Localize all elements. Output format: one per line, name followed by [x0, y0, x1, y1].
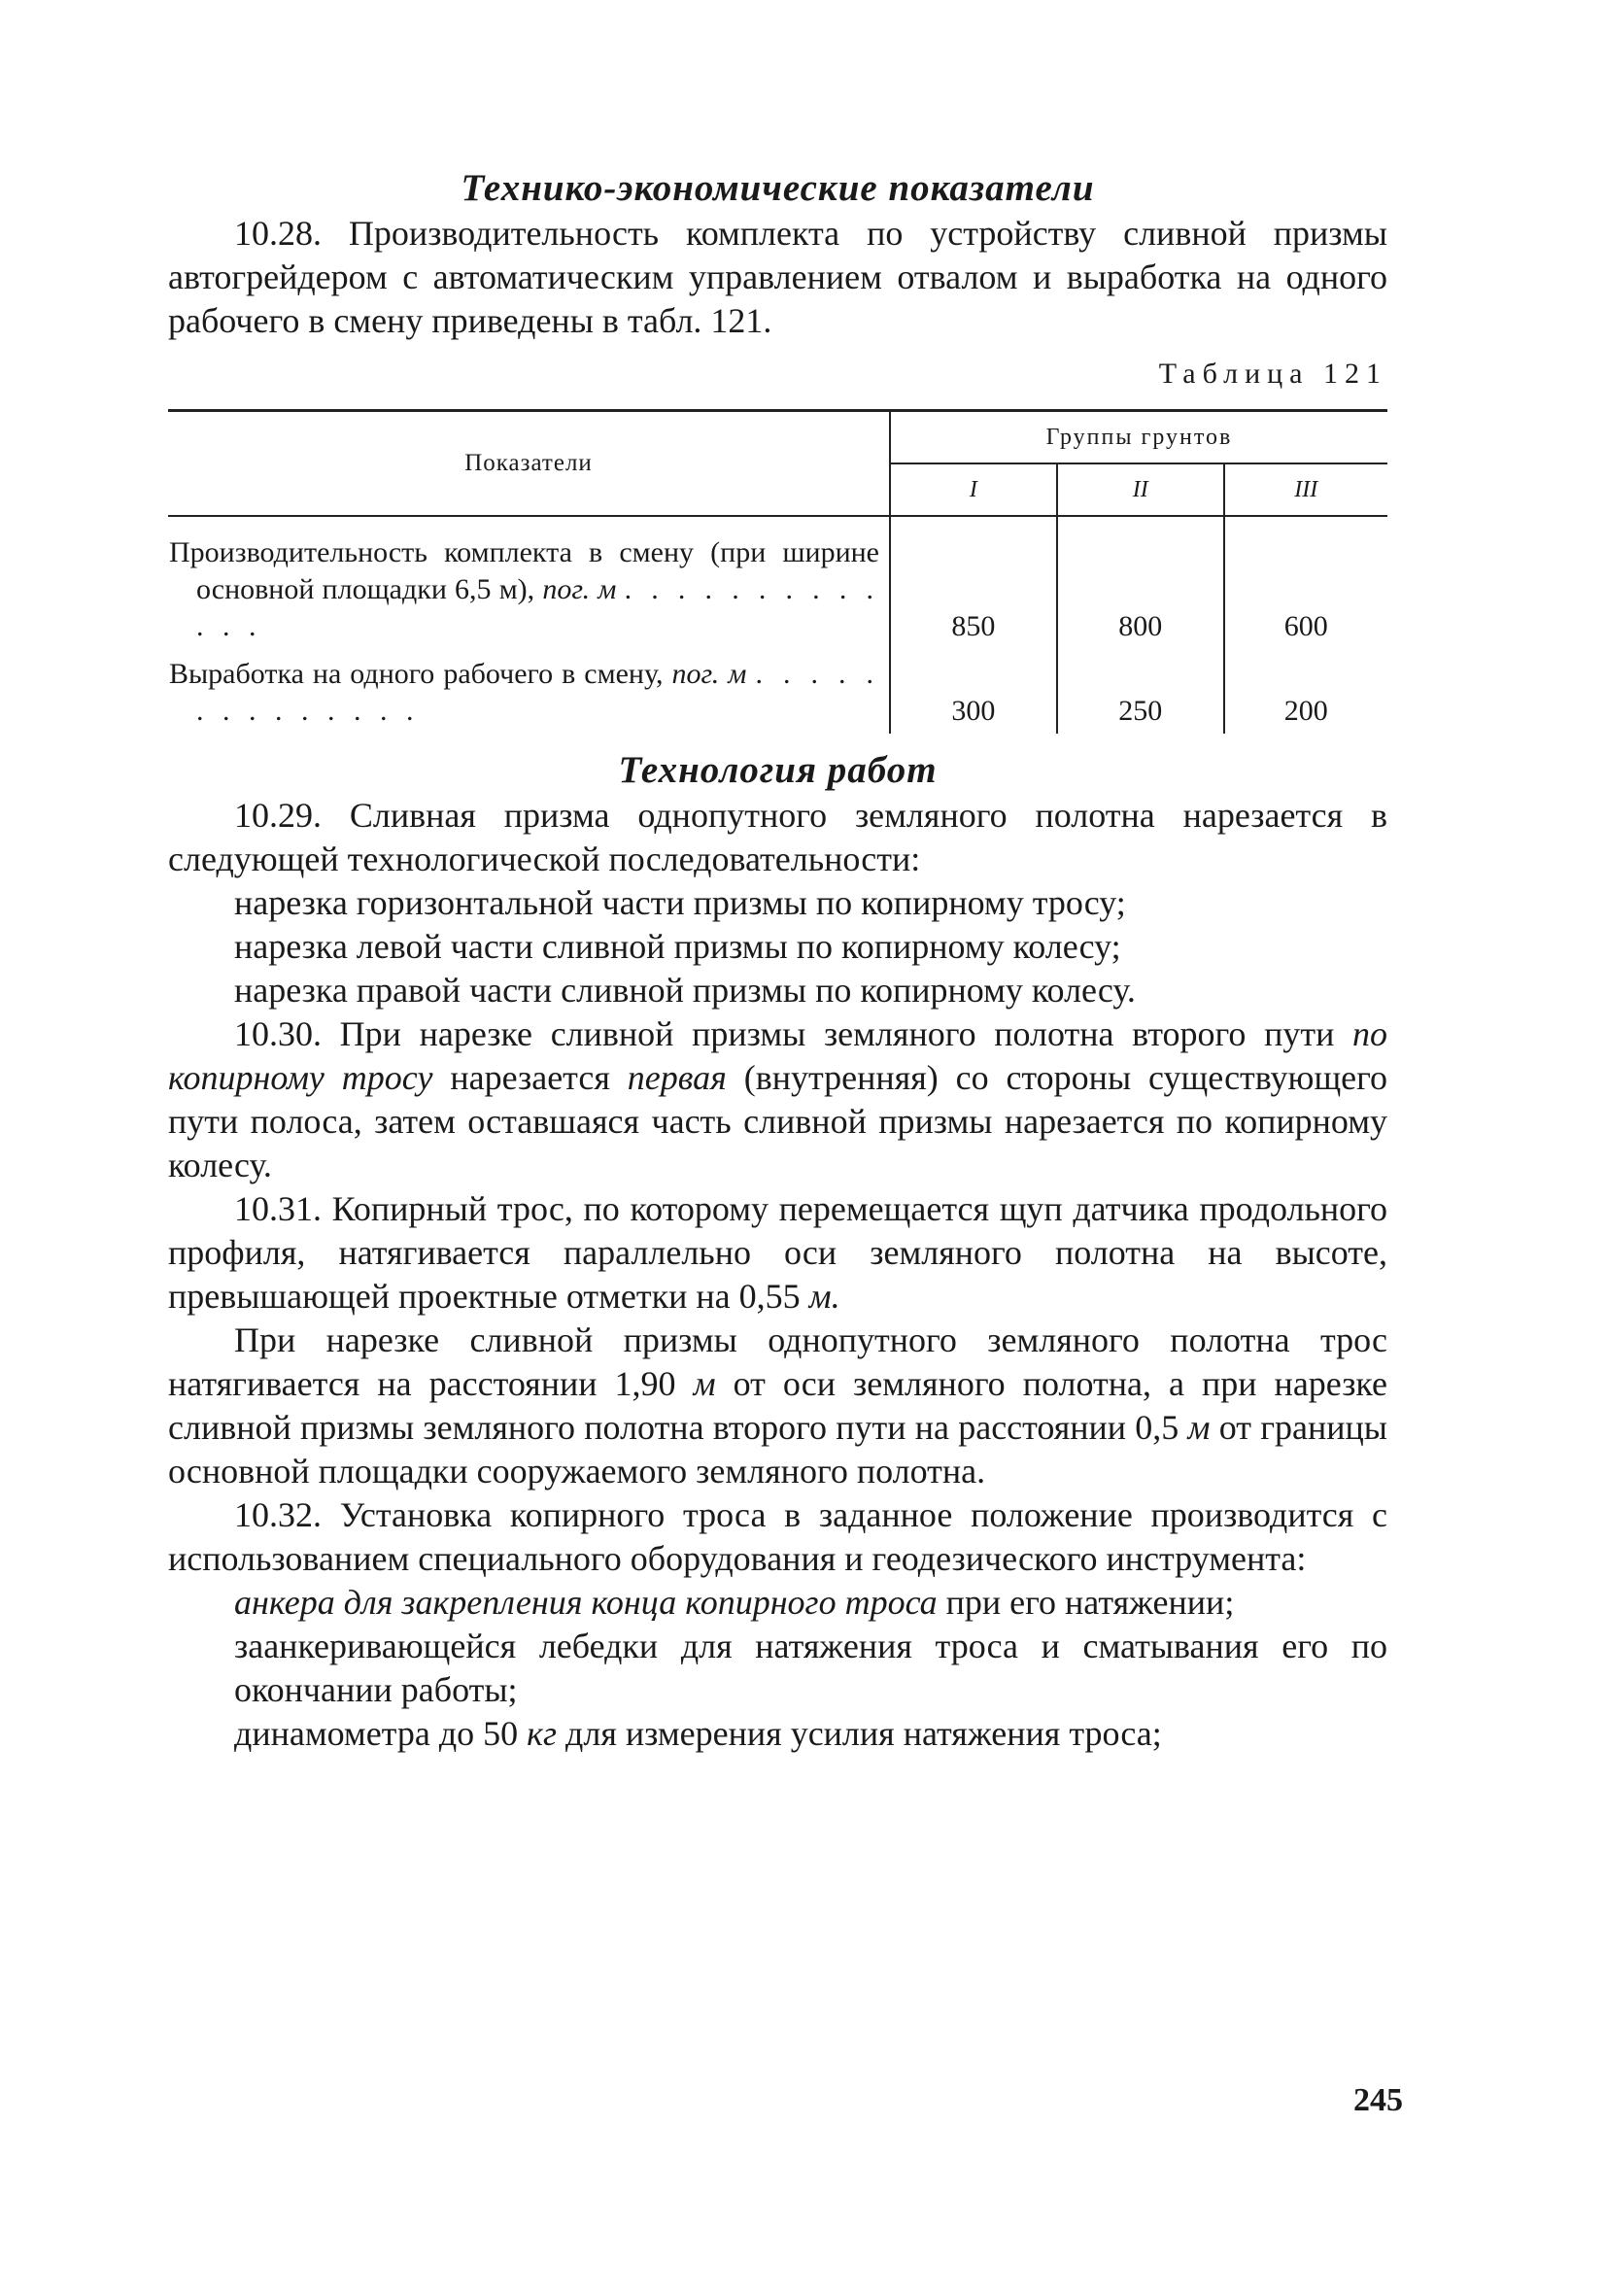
row-label-text: Выработка на одного рабочего в смену, — [169, 658, 664, 690]
table-cell: 300 — [890, 646, 1057, 734]
text-run: 10.31. Копирный трос, по которому перемещается щуп датчика продольного профиля, натягивается параллельно оси земляного полотна на высоте, превышающей проектные отметки на 0,55 — [168, 1189, 1387, 1316]
table-row — [168, 516, 1387, 646]
text-run: (внутренняя) со стороны существующего пути полоса, затем оставшаяся часть сливной призмы нарезается по копирному колесу. — [168, 1058, 1388, 1184]
row-label — [168, 516, 890, 646]
section-heading-technology: Технология работ — [618, 749, 938, 791]
text-run: от границы основной площадки сооружаемого земляного полотна. — [168, 1408, 1387, 1491]
list-item: заанкеривающейся лебедки для натяжения троса и сматывания его по окончании работы; — [234, 1627, 1387, 1709]
table-row — [168, 646, 1387, 734]
column-header-group-2: II — [1057, 463, 1224, 516]
paragraph-10-32: 10.32. Установка копирного троса в заданное положение производится с использованием специального оборудования и геодезического инструмента: — [168, 1495, 1387, 1578]
table-caption: Таблица 121 — [1158, 358, 1387, 390]
emphasis-text: первая — [627, 1058, 727, 1097]
unit-text: м. — [808, 1277, 840, 1316]
list-item — [168, 1581, 1387, 1625]
section-heading-economic: Технико-экономические показатели — [461, 167, 1095, 209]
row-label — [168, 646, 890, 734]
emphasis-text: по копирному тросу — [168, 1014, 1388, 1097]
table-cell: 600 — [1283, 610, 1328, 642]
page-body — [168, 165, 1387, 1756]
paragraph-10-28: 10.28. Производительность комплекта по устройству сливной призмы автогрейдером с автоматическим управлением отвалом и выработка на одного рабочего в смену приведены в табл. 121. — [168, 214, 1387, 340]
paragraph-cable-distance — [168, 1319, 1387, 1493]
row-leader-dots: . . . . . . . . . . . . . . — [196, 658, 880, 727]
text-run: динамометра до 50 — [234, 1714, 519, 1753]
page-number: 245 — [1353, 2082, 1403, 2118]
column-header-indicators: Показатели — [168, 411, 890, 517]
emphasis-text: анкера для закрепления конца копирного троса — [234, 1583, 938, 1622]
list-item: нарезка левой части сливной призмы по копирному колесу; — [234, 927, 1121, 966]
row-unit: пог. м — [542, 573, 617, 605]
list-item: нарезка правой части сливной призмы по копирному колесу. — [234, 971, 1136, 1010]
column-header-soil-groups: Группы грунтов — [890, 411, 1387, 464]
text-run: при его натяжении; — [945, 1583, 1235, 1622]
row-leader-dots: . . . . . . . . . . . . . — [196, 573, 879, 642]
text-run: При нарезке сливной призмы однопутного земляного полотна трос натягивается на расстоянии 1,90 — [168, 1320, 1387, 1403]
table-cell: 850 — [890, 516, 1057, 646]
text-run: 10.30. При нарезке сливной призмы земляного полотна второго пути — [234, 1014, 1335, 1053]
table-cell: 800 — [1057, 516, 1224, 646]
column-header-group-3: III — [1224, 463, 1387, 516]
list-item — [168, 1712, 1387, 1756]
column-header-group-1: I — [890, 463, 1057, 516]
row-label-text: Производительность комплекта в смену (при ширине основной площадки 6,5 м), — [169, 536, 879, 605]
list-item: нарезка горизонтальной части призмы по копирному тросу; — [234, 883, 1126, 922]
unit-text: м — [1187, 1408, 1211, 1447]
table-121 — [168, 409, 1387, 734]
paragraph-10-31 — [168, 1187, 1387, 1319]
unit-text: м — [693, 1364, 716, 1403]
unit-text: кг — [527, 1714, 558, 1753]
paragraph-10-29: 10.29. Сливная призма однопутного земляного полотна нарезается в следующей технологической последовательности: — [168, 796, 1387, 878]
text-run: для измерения усилия натяжения троса; — [565, 1714, 1162, 1753]
text-run: от оси земляного полотна, а при нарезке сливной призмы земляного полотна второго пути на расстоянии 0,5 — [168, 1364, 1388, 1447]
text-run: нарезается — [450, 1058, 610, 1097]
row-unit: пог. м — [671, 658, 747, 690]
table-cell: 200 — [1283, 695, 1328, 727]
table-cell: 250 — [1057, 646, 1224, 734]
paragraph-10-30 — [168, 1012, 1387, 1187]
